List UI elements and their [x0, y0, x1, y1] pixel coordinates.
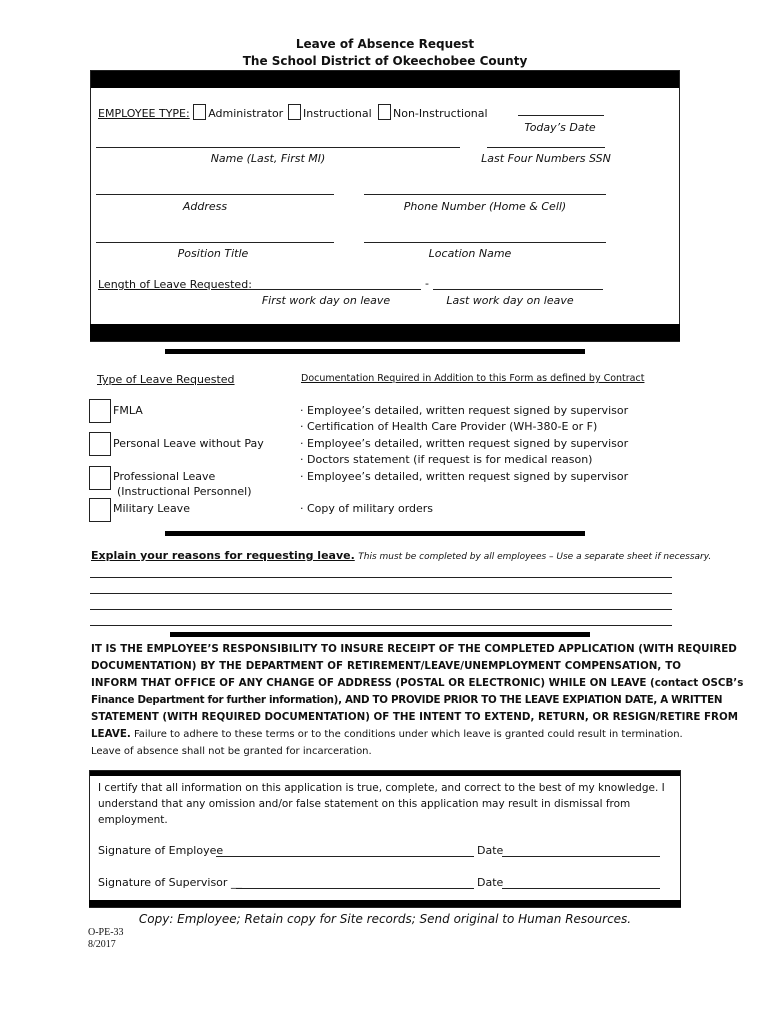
location-line[interactable] — [364, 242, 606, 243]
divider-2 — [165, 531, 585, 536]
explain-line-4[interactable] — [90, 625, 672, 626]
option-non-instructional: Non-Instructional — [393, 107, 488, 120]
first-day-line[interactable] — [247, 289, 421, 290]
leave-professional-sub: (Instructional Personnel) — [117, 485, 252, 498]
responsibility-block — [91, 641, 744, 760]
length-colon: : — [248, 278, 252, 291]
first-day-label: First work day on leave — [261, 294, 391, 307]
explain-row — [91, 549, 711, 562]
option-instructional-wrap — [288, 104, 372, 120]
todays-date-label: Today’s Date — [524, 121, 596, 134]
leave-rest: Failure to adhere to these terms or to the conditions under which leave is granted could result in termination. — [130, 729, 683, 740]
checkbox-personal-leave[interactable] — [89, 432, 111, 456]
option-instructional: Instructional — [303, 107, 372, 120]
responsibility-leave-line — [91, 726, 681, 743]
last-day-line[interactable] — [433, 289, 603, 290]
position-label: Position Title — [177, 247, 249, 260]
certify-line: I certify that all information on this application is true, complete, and correct to the best of my knowledge. I — [98, 782, 665, 794]
date-label-employee: Date — [477, 844, 504, 857]
date-label-supervisor: Date — [477, 876, 504, 889]
checkbox-professional-leave[interactable] — [89, 466, 111, 490]
todays-date-line[interactable] — [518, 115, 604, 116]
responsibility-line: INFORM THAT OFFICE OF ANY CHANGE OF ADDRESS (POSTAL OR ELECTRONIC) WHILE ON LEAVE (contact OSCB’s — [91, 677, 744, 689]
sig-supervisor-line[interactable] — [236, 888, 474, 889]
explain-line-1[interactable] — [90, 577, 672, 578]
name-line[interactable] — [96, 147, 460, 148]
dash: - — [425, 277, 429, 290]
length-label: Length of Leave Requested — [98, 278, 249, 291]
doc-item: · Copy of military orders — [300, 502, 434, 515]
district-name: The School District of Okeechobee County — [242, 54, 528, 68]
sig-employee-label: Signature of Employee — [98, 844, 224, 857]
checkbox-fmla[interactable] — [89, 399, 111, 423]
divider-1 — [165, 349, 585, 354]
responsibility-line: DOCUMENTATION) BY THE DEPARTMENT OF RETIREMENT/LEAVE/UNEMPLOYMENT COMPENSATION, TO — [91, 660, 681, 672]
employee-type-row — [98, 104, 283, 120]
name-label: Name (Last, First MI) — [210, 152, 326, 165]
date-supervisor-line[interactable] — [502, 888, 660, 889]
form-date: 8/2017 — [88, 939, 116, 950]
leave-bold: LEAVE. — [91, 728, 131, 740]
checkbox-instructional[interactable] — [288, 104, 301, 120]
doc-item: · Employee’s detailed, written request signed by supervisor — [300, 437, 629, 450]
divider-3 — [170, 632, 590, 637]
doc-item: · Doctors statement (if request is for medical reason) — [300, 453, 593, 466]
explain-label: Explain your reasons for requesting leave. — [91, 549, 355, 562]
sig-supervisor-label: Signature of Supervisor — [98, 876, 228, 889]
cert-bottom-bar — [89, 900, 681, 907]
responsibility-line: STATEMENT (WITH REQUIRED DOCUMENTATION) OF THE INTENT TO EXTEND, RETURN, OR RESIGN/RETIRE FROM — [91, 711, 738, 723]
position-line[interactable] — [96, 242, 334, 243]
responsibility-line: Finance Department for further information), AND TO PROVIDE PRIOR TO THE LEAVE EXPIATION DATE, A WRITTEN — [91, 694, 723, 706]
sig-employee-line[interactable] — [216, 856, 474, 857]
employee-type-label: EMPLOYEE TYPE: — [98, 107, 190, 120]
incarceration-note: Leave of absence shall not be granted for incarceration. — [91, 746, 372, 757]
checkbox-military-leave[interactable] — [89, 498, 111, 522]
sig-supervisor-label-wrap — [98, 876, 242, 889]
leave-personal: Personal Leave without Pay — [113, 437, 264, 450]
explain-line-3[interactable] — [90, 609, 672, 610]
length-label-wrap — [98, 278, 252, 291]
last-day-label: Last work day on leave — [446, 294, 574, 307]
leave-type-heading — [97, 373, 235, 386]
explain-note: This must be completed by all employees – Use a separate sheet if necessary. — [358, 552, 712, 562]
responsibility-line: IT IS THE EMPLOYEE’S RESPONSIBILITY TO INSURE RECEIPT OF THE COMPLETED APPLICATION (WITH REQUIRED — [91, 643, 737, 655]
leave-type-heading-text: Type of Leave Requested — [97, 373, 235, 386]
ssn-line[interactable] — [487, 147, 605, 148]
bottom-bar — [90, 324, 680, 341]
form-title: Leave of Absence Request — [295, 37, 475, 51]
phone-label: Phone Number (Home & Cell) — [403, 200, 567, 213]
option-noninstructional-wrap — [378, 104, 488, 120]
sup-blank: __ — [230, 876, 242, 889]
leave-fmla: FMLA — [113, 404, 143, 417]
ssn-label: Last Four Numbers SSN — [481, 152, 611, 165]
doc-item: · Employee’s detailed, written request signed by supervisor — [300, 404, 629, 417]
doc-item: · Employee’s detailed, written request signed by supervisor — [300, 470, 629, 483]
date-employee-line[interactable] — [502, 856, 660, 857]
doc-item: · Certification of Health Care Provider (WH-380-E or F) — [300, 420, 598, 433]
certify-text — [98, 780, 665, 828]
address-label: Address — [182, 200, 228, 213]
leave-military: Military Leave — [113, 502, 190, 515]
option-administrator: Administrator — [208, 107, 284, 120]
location-label: Location Name — [428, 247, 512, 260]
leave-professional: Professional Leave — [113, 470, 216, 483]
checkbox-administrator[interactable] — [193, 104, 206, 120]
certify-line: employment. — [98, 814, 168, 826]
form-number: O-PE-33 — [88, 927, 124, 938]
explain-line-2[interactable] — [90, 593, 672, 594]
address-line[interactable] — [96, 194, 334, 195]
phone-line[interactable] — [364, 194, 606, 195]
doc-heading: Documentation Required in Addition to this Form as defined by Contract — [301, 373, 645, 384]
certify-line: understand that any omission and/or false statement on this application may result in dismissal from — [98, 798, 631, 810]
copy-instructions: Copy: Employee; Retain copy for Site records; Send original to Human Resources. — [138, 912, 632, 926]
checkbox-non-instructional[interactable] — [378, 104, 391, 120]
